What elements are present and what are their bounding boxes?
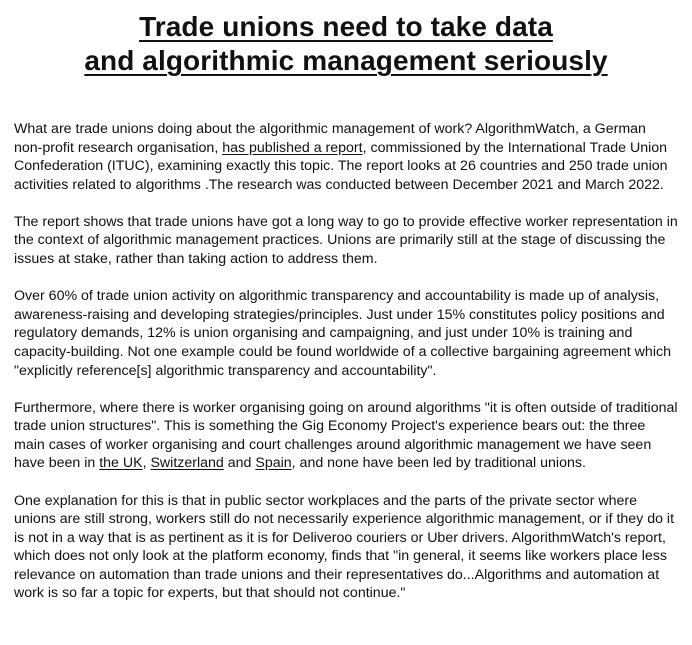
paragraph-4 <box>14 399 678 473</box>
paragraph-5: One explanation for this is that in public sector workplaces and the parts of the private sector where unions are still strong, workers still do not necessarily experience algorithmic management, or if they do it is not in a way that is as pertinent as it is for Deliveroo couriers or Uber drivers. AlgorithmWatch's report, which does not only look at the platform economy, finds that "in general, it seems like workers place less relevance on automation than trade unions and their representatives do...Algorithms and automation at work is so far a topic for experts, but that should not continue." <box>14 492 675 602</box>
switzerland-link[interactable]: Switzerland <box>150 455 224 472</box>
spain-link[interactable]: Spain <box>255 455 292 472</box>
paragraph-4-separator-1: , <box>142 455 151 472</box>
paragraph-3: Over 60% of trade union activity on algorithmic transparency and accountability is made up of analysis, awareness-raising and developing strategies/principles. Just under 15% constitutes policy positions and regulatory demands, 12% is union organising and campaigning, and just under 10% is training and capacity-building. Not one example could be found worldwide of a collective bargaining agreement which "explicitly reference[s] algorithmic transparency and accountability". <box>14 288 671 379</box>
paragraph-4-separator-2: and <box>223 455 256 472</box>
published-report-link[interactable]: has published a report <box>222 139 363 156</box>
paragraph-2: The report shows that trade unions have got a long way to go to provide effective worker representation in the context of algorithmic management practices. Unions are primarily still at the stage of discussing the issues at stake, rather than taking action to address them. <box>14 213 678 268</box>
paragraph-1 <box>14 120 678 194</box>
paragraph-4-text-end: , and none have been led by traditional unions. <box>291 455 586 472</box>
article-title <box>14 10 678 78</box>
uk-link[interactable]: the UK <box>99 455 143 472</box>
article-title-line-2: and algorithmic management seriously <box>84 45 608 76</box>
paragraph-1-text-end: , commissioned by the International Trade Union Confederation (ITUC), examining exactly this topic. The report looks at 26 countries and 250 trade union activities related to algorithms .The research was conducted between December 2021 and March 2022. <box>14 139 668 193</box>
paragraph-1-text-start: What are trade unions doing about the algorithmic management of work? AlgorithmWatch, a German non-profit research organisation, <box>14 121 646 156</box>
article-body <box>14 120 678 603</box>
article-title-line-1: Trade unions need to take data <box>139 11 553 42</box>
paragraph-4-text-start: Furthermore, where there is worker organising going on around algorithms "it is often outside of traditional trade union structures". This is something the Gig Economy Project's experience bears out: the three main cases of worker organising and court challenges around algorithmic management we have seen have been in <box>14 399 678 472</box>
